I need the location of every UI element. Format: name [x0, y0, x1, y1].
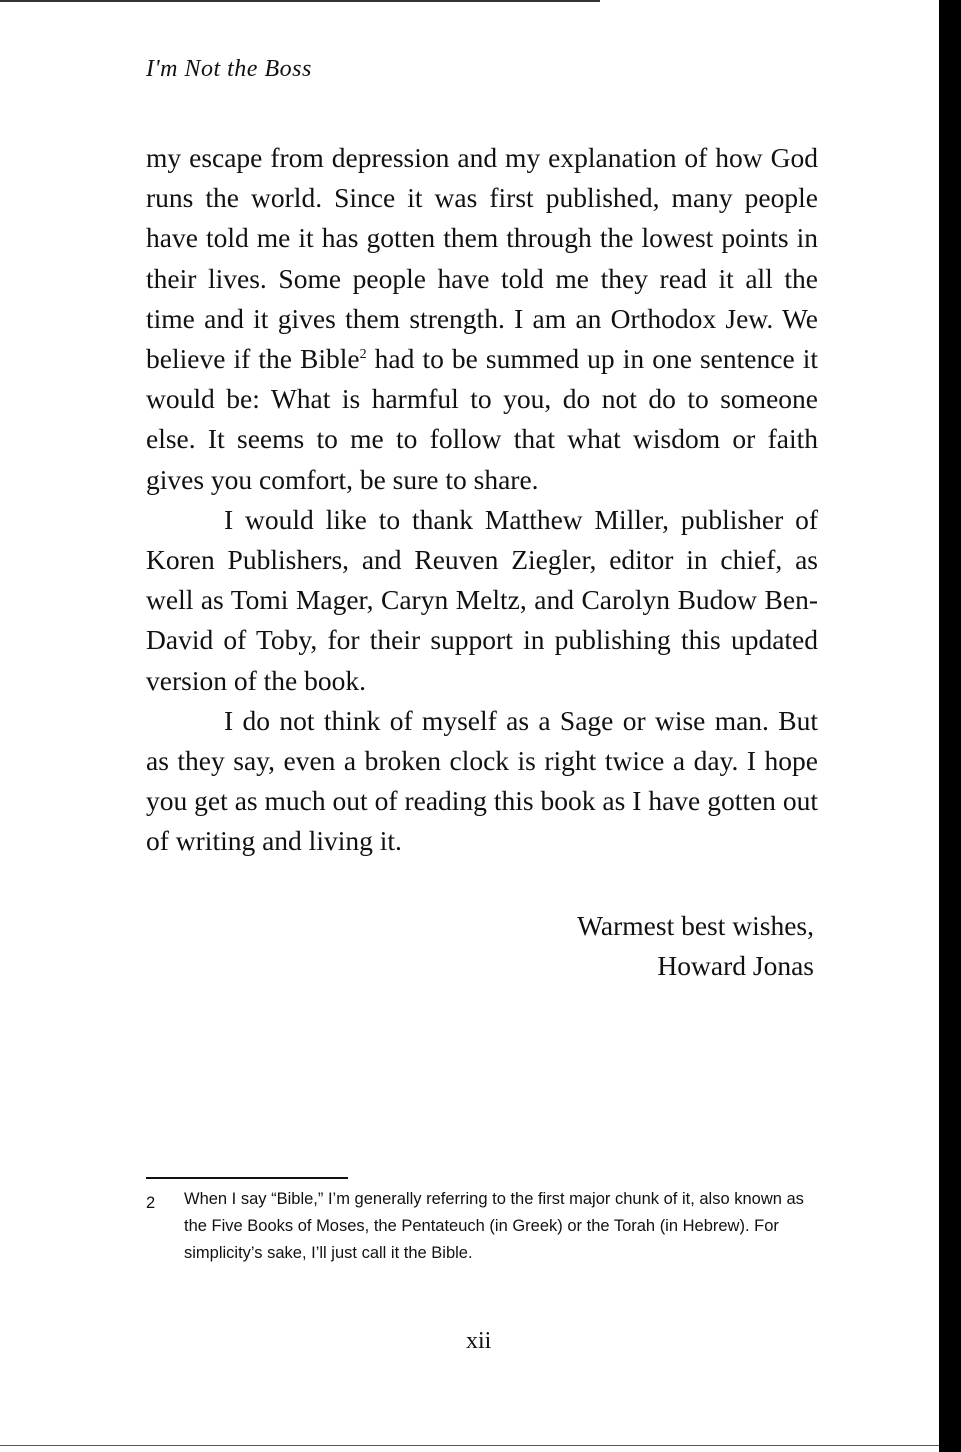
signoff: [146, 906, 814, 986]
body-text: [146, 138, 818, 862]
paragraph-2: I would like to thank Matthew Miller, publisher of Koren Publishers, and Reuven Ziegler, editor in chief, as well as Tomi Mager, Caryn Meltz, and Carolyn Budow Ben-David of Toby, for their support in publishing this updated version of the book.: [146, 503, 818, 696]
page-number: xii: [466, 1328, 492, 1354]
paragraph-1: [146, 138, 818, 500]
paragraph-1-text-a: my escape from depression and my explanation of how God runs the world. Since it was first published, many people have told me it has gotten them through the lowest points in their lives. Some people have told me they read it all the time and it gives them strength. I am an Orthodox Jew. We believe if the Bible: [146, 142, 818, 375]
paragraph-3: I do not think of myself as a Sage or wise man. But as they say, even a broken clock is right twice a day. I hope you get as much out of reading this book as I have gotten out of writing and living it.: [146, 704, 818, 857]
signoff-name: Howard Jonas: [657, 950, 814, 982]
footnote-rule: [146, 1177, 348, 1179]
paragraph-1-text-b: had to be summed up in one sentence it would be: What is harmful to you, do not do to someone else. It seems to me to follow that what wisdom or faith gives you comfort, be sure to share.: [146, 343, 818, 495]
footnote-reference: 2: [359, 346, 367, 362]
scan-edge-shadow: [939, 0, 961, 1452]
footnote-number: 2: [146, 1194, 156, 1212]
running-head: I'm Not the Boss: [146, 56, 312, 82]
bottom-page-rule: [0, 1445, 939, 1446]
top-page-rule: [0, 0, 600, 2]
signoff-closing: Warmest best wishes,: [577, 910, 814, 941]
footnote-text: When I say “Bible,” I’m generally referring to the first major chunk of it, also known as the Five Books of Moses, the Pentateuch (in Greek) or the Torah (in Hebrew). For simplicity’s sake, I’ll just call it the Bible.: [184, 1190, 804, 1262]
footnote: [146, 1186, 816, 1267]
